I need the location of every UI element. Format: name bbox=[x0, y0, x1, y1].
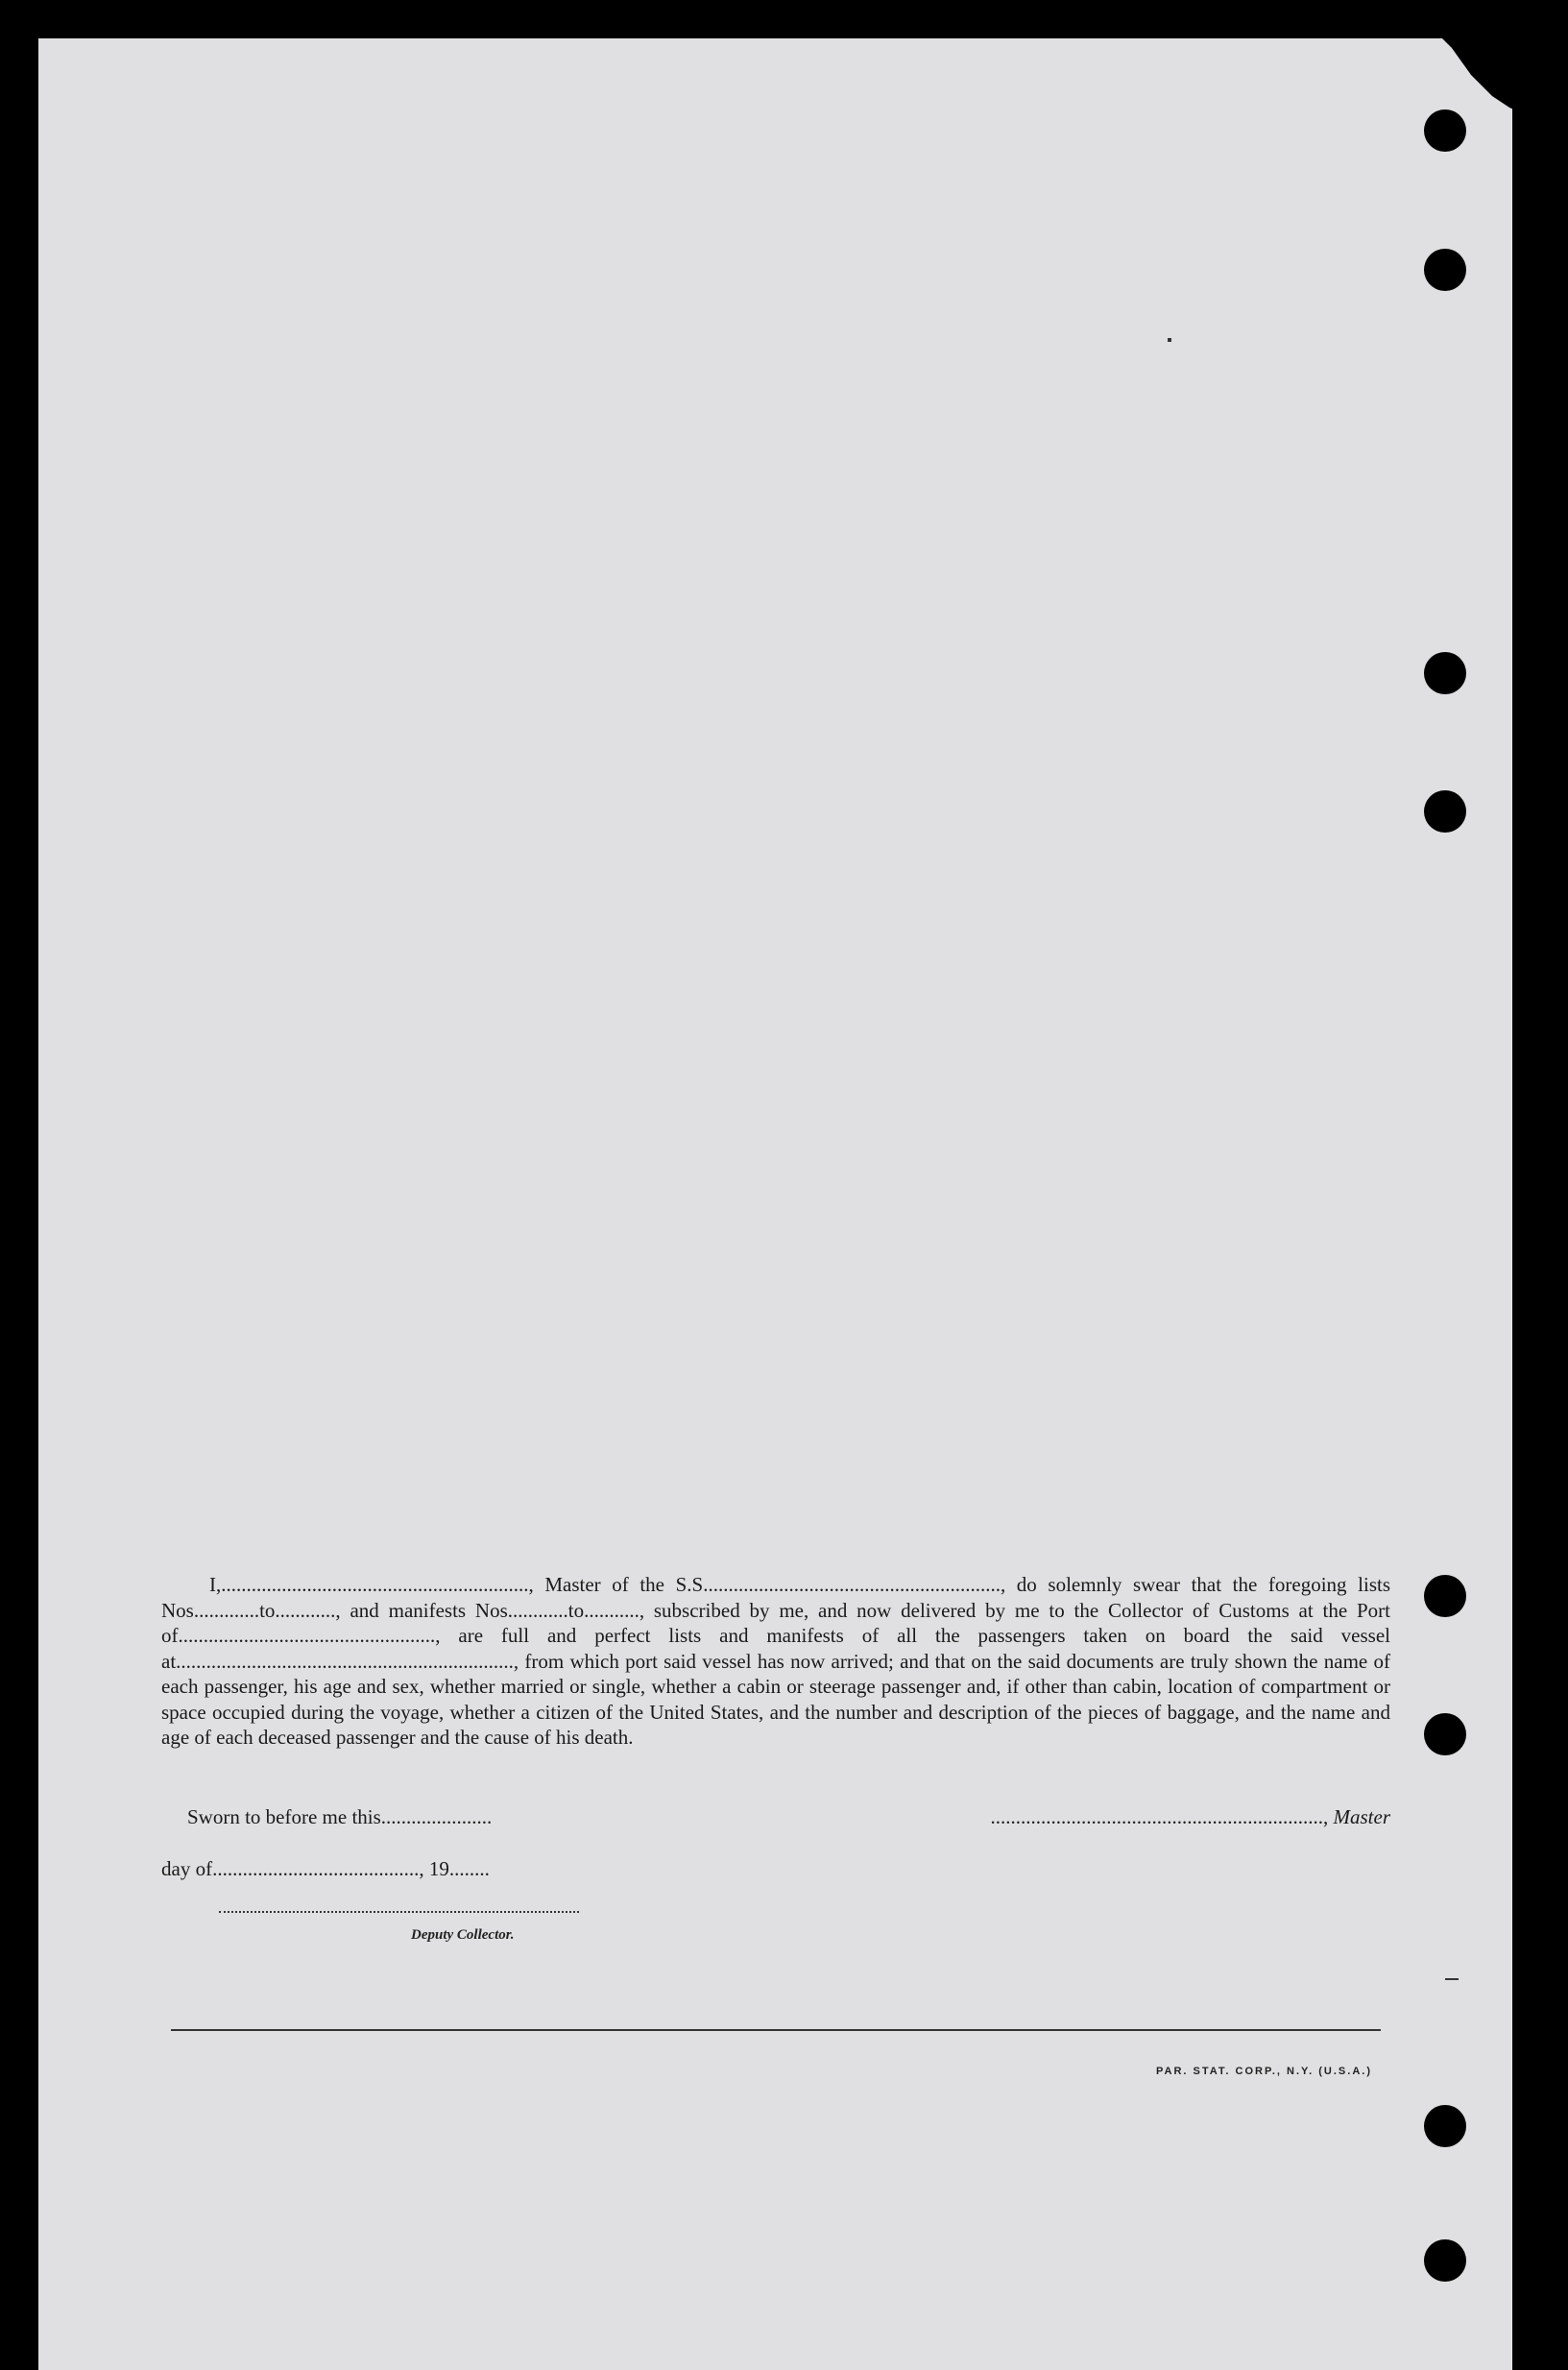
form-page bbox=[38, 38, 1512, 2370]
master-dots: .................................................................., bbox=[990, 1805, 1334, 1828]
master-oath-paragraph bbox=[161, 1572, 1390, 1751]
oath-text: I,............................................................., Master of the S.S..........................................................., do solemnly swear that the foregoing lists Nos.............to............, and manifests Nos............to..........., subscribed by me, and now delivered by me to the Collector of Customs at the Port of..................................................., are full and perfect lists and manifests of all the passengers taken on board the said vessel at..................................................................., from which port said vessel has now arrived; and that on the said documents are truly shown the name of each passenger, his age and sex, whether married or single, whether a cabin or steerage passenger and, if other than cabin, location of compartment or space occupied during the voyage, whether a citizen of the United States, and the number and description of the pieces of baggage, and the name and age of each deceased passenger and the cause of his death. bbox=[161, 1573, 1390, 1749]
deputy-signature-line bbox=[219, 1911, 579, 1913]
speck bbox=[1445, 1978, 1459, 1980]
punch-hole bbox=[1424, 790, 1466, 833]
punch-hole bbox=[1424, 249, 1466, 291]
punch-hole bbox=[1424, 2239, 1466, 2282]
master-label: Master bbox=[1333, 1805, 1390, 1828]
bottom-rule bbox=[171, 2029, 1381, 2031]
speck bbox=[1168, 338, 1171, 342]
master-signature-line bbox=[991, 1805, 1391, 1829]
punch-hole bbox=[1424, 652, 1466, 694]
punch-hole bbox=[1424, 1575, 1466, 1617]
punch-hole bbox=[1424, 1713, 1466, 1755]
day-of-line: day of........................................., 19........ bbox=[161, 1857, 490, 1880]
sworn-line: Sworn to before me this...................... bbox=[187, 1805, 493, 1828]
deputy-collector-label: Deputy Collector. bbox=[411, 1927, 515, 1943]
punch-hole bbox=[1424, 109, 1466, 152]
printer-imprint: PAR. STAT. CORP., N.Y. (U.S.A.) bbox=[1156, 2066, 1372, 2077]
punch-hole bbox=[1424, 2105, 1466, 2147]
